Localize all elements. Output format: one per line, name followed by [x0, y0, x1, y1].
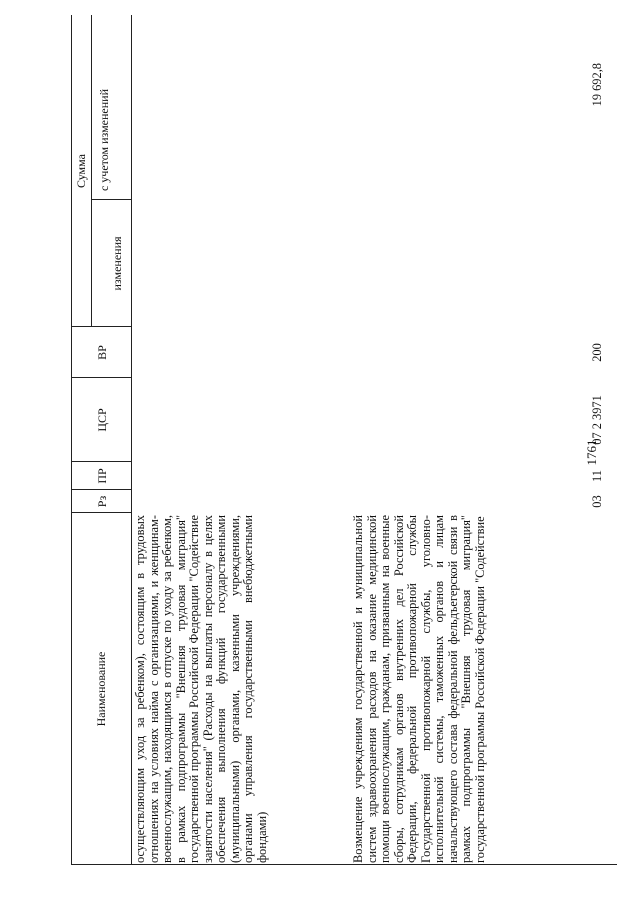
header-vr: ВР [95, 345, 109, 360]
header-sum: Сумма [74, 154, 88, 188]
header-name: Наименование [94, 651, 108, 727]
table-border-left [71, 864, 617, 865]
row-2-pr: 11 [590, 470, 604, 482]
header-rz: Рз [95, 495, 109, 508]
header-pr: ПР [95, 468, 109, 484]
row-2-name: Возмещение учреждениям государственной и муниципальной систем здравоохранения расходов на оказание медицинской помощи военнослужащим, гражданам, призванным на военные сборы, сотрудникам органов внутренних дел Российской Федерации, федеральной противопожарной службы Государственной противопожарной службы, уголовно-исполнительной системы, таможенных органов и лицам начальствующего состава федеральной фельдъегерской связи в рамках подпрограммы "Внешняя трудовая миграция" государственной программы Российской Федерации "Содействие [351, 515, 487, 863]
table-header-bottom-line [131, 15, 132, 865]
row-2-with-changes: 19 692,8 [590, 63, 604, 107]
header-changes: изменения [110, 236, 124, 291]
row-2-csr: 07 2 3971 [590, 395, 604, 445]
row-2-rz: 03 [590, 495, 604, 508]
row-2-vr: 200 [590, 343, 604, 362]
page-number: 1761 [584, 439, 599, 466]
sum-subheader-line [91, 15, 92, 327]
header-csr: ЦСР [95, 408, 109, 432]
row-1-name: осуществляющим уход за ребенком), состоящим в трудовых отношениях на условиях найма с организациями, и женщинам-военнослужащим, находящимся в отпуске по уходу за ребенком, в рамках подпрограммы "Внешняя трудовая миграция" государственной программы Российской Федерации "Содействие занятости населения" (Расходы на выплаты персоналу в целях обеспечения выполнения функций государственными (муниципальными) органами, казенными учреждениями, органами управления государственными внебюджетными фондами) [133, 515, 269, 863]
table-border-top [71, 15, 72, 865]
header-with-changes: с учетом изменений [97, 88, 111, 192]
